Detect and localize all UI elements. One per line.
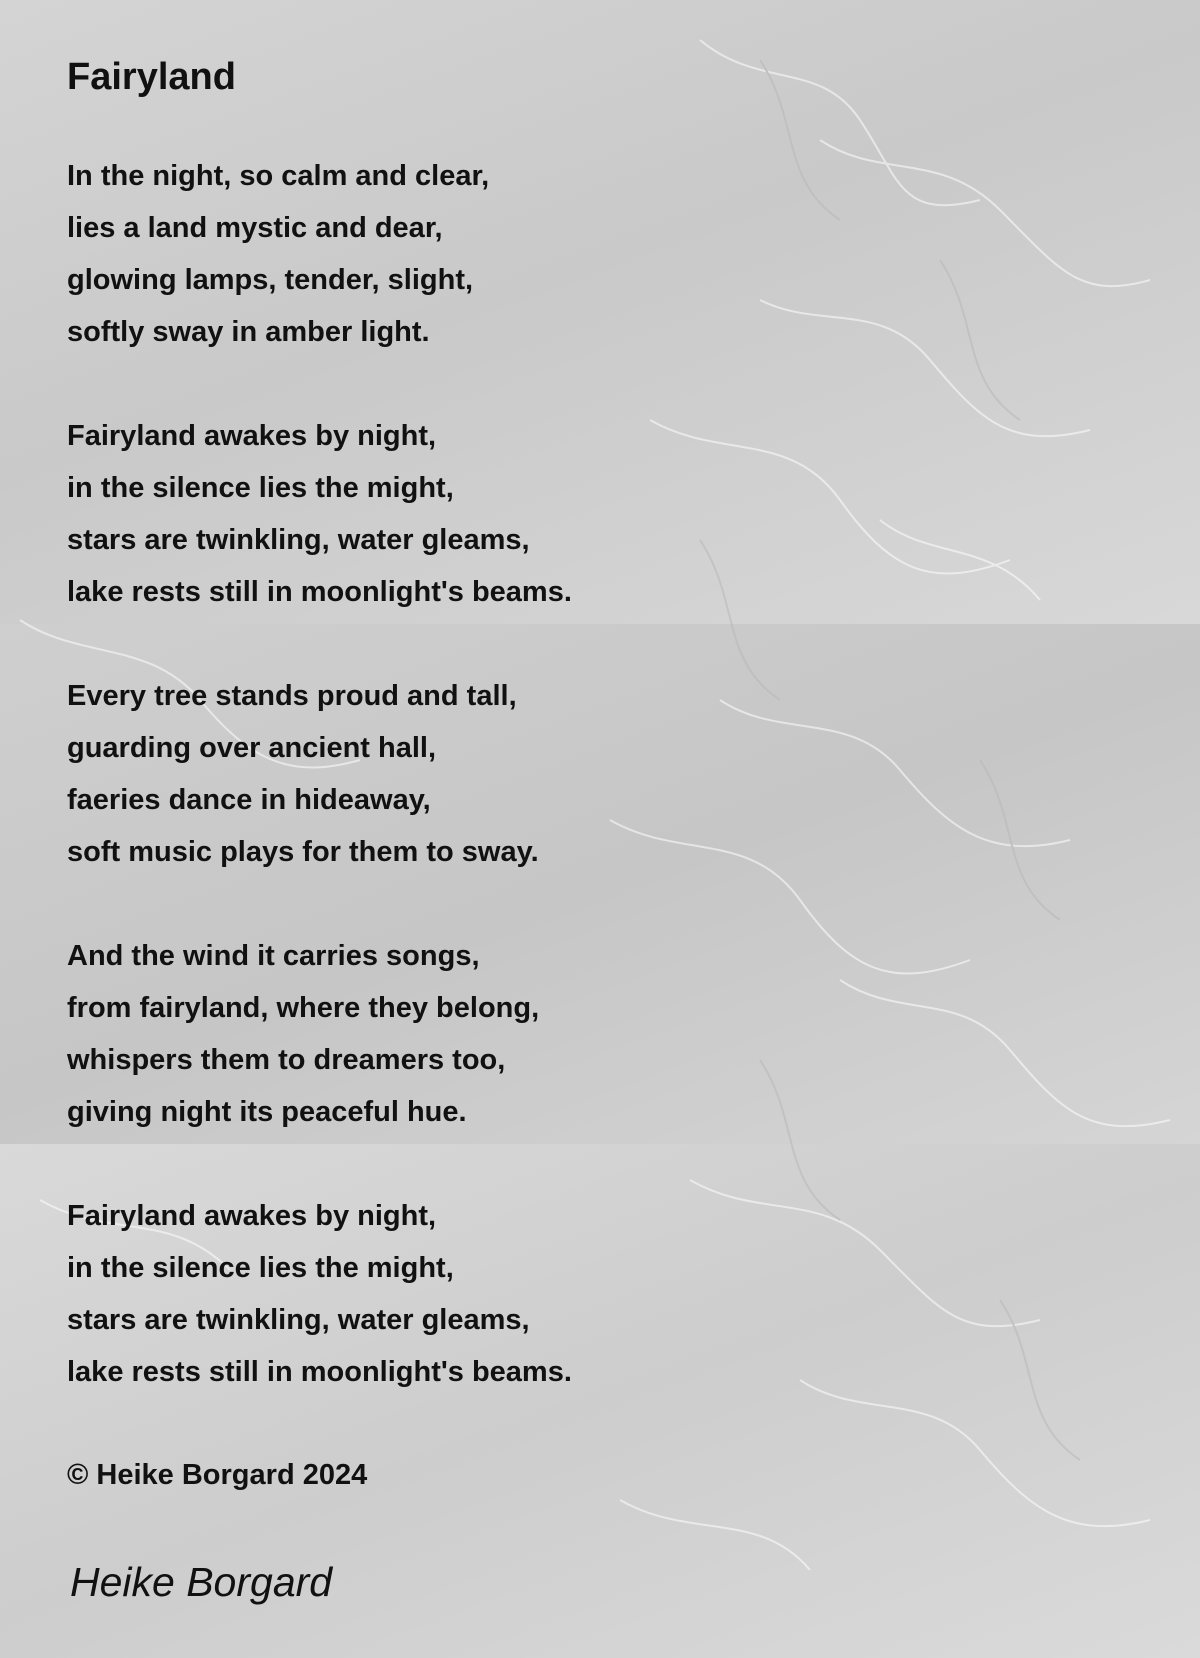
poem-line: in the silence lies the might, — [67, 472, 454, 504]
poem-line: Every tree stands proud and tall, — [67, 680, 517, 712]
poem-line: lake rests still in moonlight's beams. — [67, 1356, 572, 1388]
poem-title: Fairyland — [67, 56, 236, 98]
poem-line: whispers them to dreamers too, — [67, 1044, 506, 1076]
poem-line: from fairyland, where they belong, — [67, 992, 540, 1024]
stanza-break — [67, 618, 572, 670]
stanza-5 — [67, 1190, 572, 1398]
poem-line: lies a land mystic and dear, — [67, 212, 443, 244]
author-signature: Heike Borgard — [70, 1559, 333, 1605]
poem-line: faeries dance in hideaway, — [67, 784, 431, 816]
poem-line: giving night its peaceful hue. — [67, 1096, 467, 1128]
poem-line: Fairyland awakes by night, — [67, 420, 437, 452]
poem-line: glowing lamps, tender, slight, — [67, 264, 474, 296]
copyright-notice: © Heike Borgard 2024 — [67, 1459, 368, 1491]
poem-line: in the silence lies the might, — [67, 1252, 454, 1284]
poem-line: stars are twinkling, water gleams, — [67, 524, 530, 556]
poem-line: stars are twinkling, water gleams, — [67, 1304, 530, 1336]
poem-body — [67, 150, 572, 1398]
stanza-4 — [67, 930, 572, 1190]
stanza-break — [67, 358, 572, 410]
poem-line: And the wind it carries songs, — [67, 940, 480, 972]
stanza-2 — [67, 410, 572, 670]
poem-line: soft music plays for them to sway. — [67, 836, 539, 868]
poem-line: lake rests still in moonlight's beams. — [67, 576, 572, 608]
stanza-3 — [67, 670, 572, 930]
poem-line: Fairyland awakes by night, — [67, 1200, 437, 1232]
poem-line: guarding over ancient hall, — [67, 732, 437, 764]
stanza-break — [67, 1138, 572, 1190]
stanza-break — [67, 878, 572, 930]
stanza-1 — [67, 150, 572, 410]
poem-line: In the night, so calm and clear, — [67, 160, 490, 192]
poem-line: softly sway in amber light. — [67, 316, 430, 348]
